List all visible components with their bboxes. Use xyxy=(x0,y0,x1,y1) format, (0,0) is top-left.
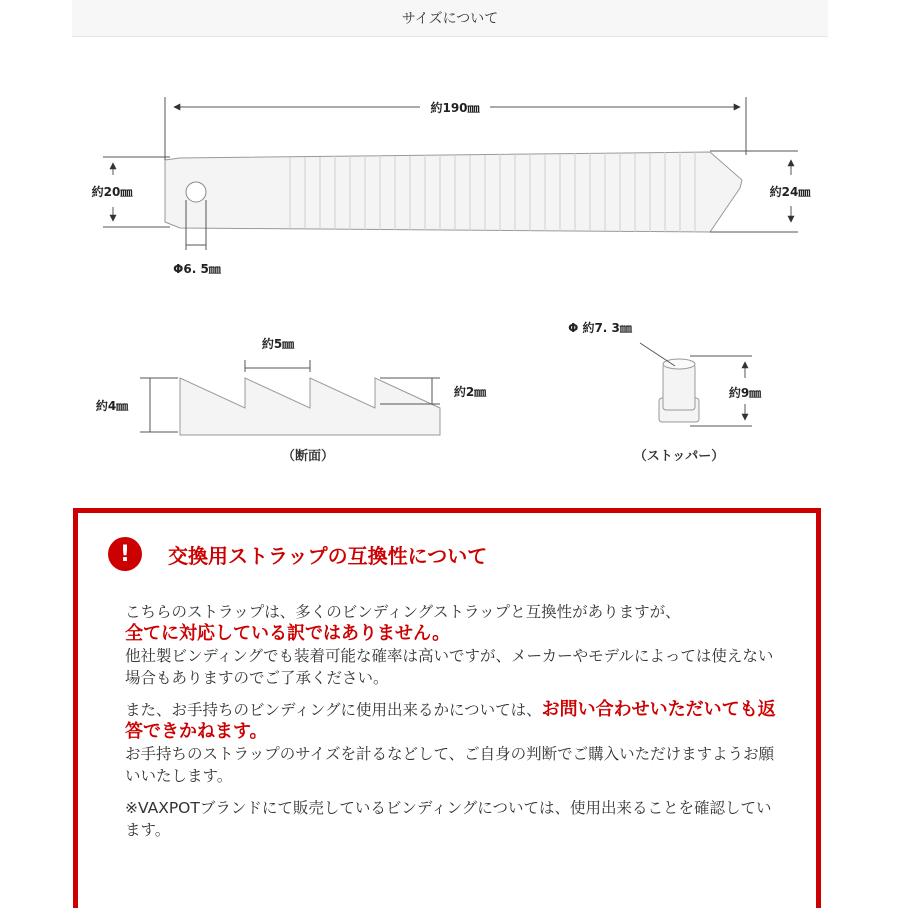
p3: ※VAXPOTブランドにて販売しているビンディングについては、使用出来ることを確認しています。 xyxy=(125,799,772,839)
strap-hole xyxy=(186,182,206,202)
compatibility-notice xyxy=(73,508,821,908)
p2-start: また、お手持ちのビンディングに使用出来るかについては、 xyxy=(125,701,542,719)
right-width-label: 約24㎜ xyxy=(769,185,811,199)
section-caption: （断面） xyxy=(281,449,335,464)
stopper-caption: （ストッパー） xyxy=(633,449,725,464)
notice-header xyxy=(108,537,487,571)
stopper-diameter-label: Φ 約7. 3㎜ xyxy=(568,321,632,335)
pitch-label: 約5㎜ xyxy=(261,337,295,351)
height-label: 約4㎜ xyxy=(95,399,129,413)
left-width-label: 約20㎜ xyxy=(91,185,133,199)
notice-paragraph-1 xyxy=(125,601,785,689)
section-shape xyxy=(180,378,440,435)
p2-emphasis: お問い合わせいただいても返答できかねます。 xyxy=(125,699,776,742)
strap-shape xyxy=(165,152,742,232)
section-title: サイズについて xyxy=(401,11,499,27)
stopper-height-label: 約9㎜ xyxy=(728,386,762,400)
hole-label: Φ6. 5㎜ xyxy=(173,262,221,276)
tooth-label: 約2㎜ xyxy=(453,385,487,399)
p1-emphasis: 全てに対応している訳ではありません。 xyxy=(125,623,451,644)
notice-paragraph-3 xyxy=(125,797,785,841)
stopper-shape xyxy=(659,359,699,422)
p1-line1: こちらのストラップは、多くのビンディングストラップと互換性がありますが、 xyxy=(125,603,681,621)
exclamation-icon: ! xyxy=(108,537,142,571)
p1-rest: 他社製ビンディングでも装着可能な確率は高いですが、メーカーやモデルによっては使えない場合もありますのでご了承ください。 xyxy=(125,647,774,687)
length-label: 約190㎜ xyxy=(430,101,480,115)
notice-body xyxy=(125,601,785,851)
notice-paragraph-2 xyxy=(125,699,785,787)
p2-rest: お手持ちのストラップのサイズを計るなどして、ご自身の判断でご購入いただけますようお願いいたします。 xyxy=(125,745,775,785)
notice-title: 交換用ストラップの互換性について xyxy=(168,543,488,568)
